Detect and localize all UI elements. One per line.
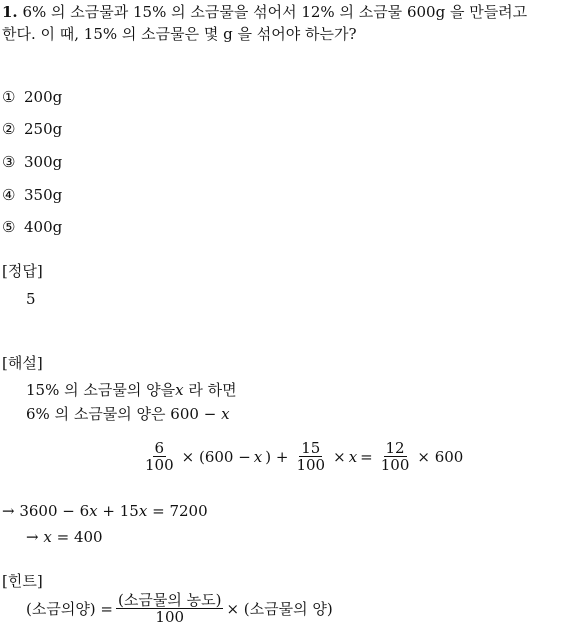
question-text-1: 6% 의 소금물과 15% 의 소금물을 섞어서 12% 의 소금물 600g 을 만들려고 <box>22 3 528 21</box>
fraction-6-100: $\frac{6}{100}$ <box>145 439 174 474</box>
answer-value: 5 <box>26 290 36 308</box>
answer-label: [정답] <box>2 262 43 280</box>
explanation-line-1: 15% 의 소금물의 양을x 라 하면 <box>26 381 237 399</box>
choice-mark: ② <box>2 120 16 138</box>
choice-text: 250g <box>24 120 63 138</box>
explanation-step-1: → 3600 − 6x + 15x = 7200 <box>2 502 208 520</box>
choice-2[interactable] <box>2 120 62 138</box>
choice-text: 200g <box>24 88 63 106</box>
explanation-equation: $\frac{6}{100}$ × (600 − x ) + $\frac{15}{100}$ × x = $\frac{12}{100}$ × 600 <box>145 439 464 474</box>
choice-mark: ③ <box>2 153 16 171</box>
explanation-step-2: → x = 400 <box>26 528 103 546</box>
choice-1[interactable] <box>2 88 62 106</box>
hint-rhs: × (소금물의 양) <box>226 600 333 618</box>
choice-5[interactable] <box>2 218 62 236</box>
fraction-15-100: $\frac{15}{100}$ <box>296 439 326 474</box>
choice-text: 400g <box>24 218 63 236</box>
explanation-line-2: 6% 의 소금물의 양은 600 − x <box>26 405 230 423</box>
question-line-1 <box>2 2 527 22</box>
hint-label: [힌트] <box>2 572 43 590</box>
choice-3[interactable] <box>2 153 62 171</box>
question-number: 1. <box>2 3 18 21</box>
explanation-label: [해설] <box>2 354 43 372</box>
choice-mark: ⑤ <box>2 218 16 236</box>
hint-formula <box>26 592 333 625</box>
choice-text: 300g <box>24 153 63 171</box>
choice-mark: ④ <box>2 186 16 204</box>
choice-mark: ① <box>2 88 16 106</box>
question-text-2: 한다. 이 때, 15% 의 소금물은 몇 g 을 섞어야 하는가? <box>2 25 357 43</box>
choice-4[interactable] <box>2 186 62 204</box>
hint-fraction: $\frac{\text{(소금물의 농도)}}{100}$ <box>118 591 222 626</box>
hint-lhs: (소금의양) = <box>26 600 114 618</box>
fraction-12-100: $\frac{12}{100}$ <box>380 439 410 474</box>
choice-text: 350g <box>24 186 63 204</box>
